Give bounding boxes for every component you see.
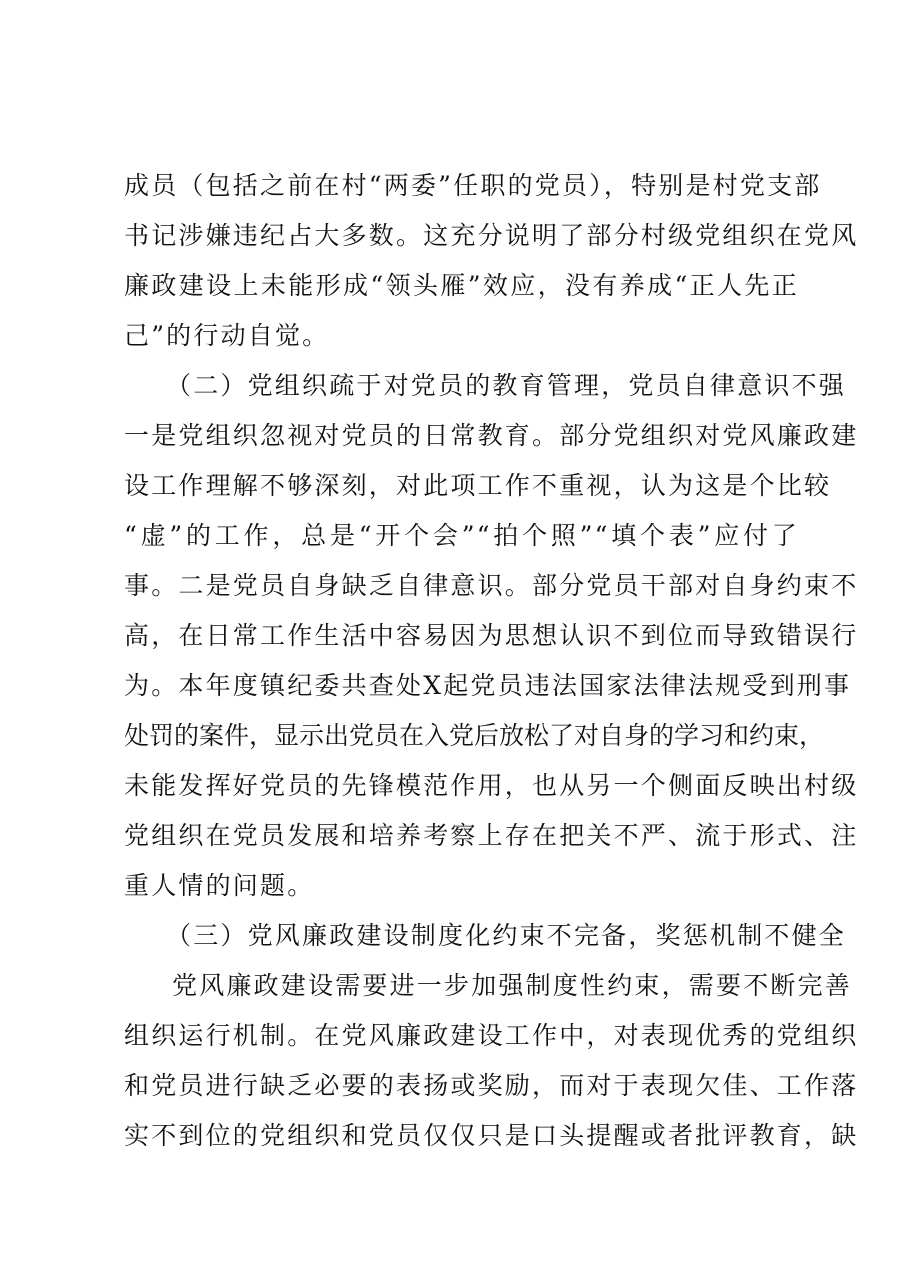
paragraph-line: 己”的行动自觉。 (124, 321, 330, 350)
paragraph-line: 未能发挥好党员的先锋模范作用，也从另一个侧面反映出村级 (124, 771, 859, 800)
paragraph-line: 高，在日常工作生活中容易因为思想认识不到位而导致错误行 (124, 621, 859, 650)
paragraph-line: 廉政建设上未能形成“领头雁”效应，没有养成“正人先正 (124, 271, 799, 300)
paragraph-line: 为。本年度镇纪委共查处X起党员违法国家法律法规受到刑事 (124, 671, 852, 700)
section-heading-2: （二）党组织疏于对党员的教育管理，党员自律意识不强 (166, 371, 847, 400)
paragraph-line: 书记涉嫌违纪占大多数。这充分说明了部分村级党组织在党风 (124, 221, 859, 250)
paragraph-line: 处罚的案件，显示出党员在入党后放松了对自身的学习和约束， (124, 721, 825, 750)
paragraph-line: 一是党组织忽视对党员的日常教育。部分党组织对党风廉政建 (124, 421, 859, 450)
paragraph-line: 党组织在党员发展和培养考察上存在把关不严、流于形式、注 (124, 821, 859, 850)
paragraph-line: 成员（包括之前在村“两委”任职的党员），特别是村党支部 (124, 171, 822, 200)
paragraph-line: 和党员进行缺乏必要的表扬或奖励，而对于表现欠佳、工作落 (124, 1071, 859, 1100)
paragraph-line: 组织运行机制。在党风廉政建设工作中，对表现优秀的党组织 (124, 1021, 859, 1050)
section-heading-3: （三）党风廉政建设制度化约束不完备，奖惩机制不健全 (166, 921, 847, 950)
paragraph-line: “虚”的工作，总是“开个会”“拍个照”“填个表”应付了 (124, 521, 799, 550)
paragraph-line: 重人情的问题。 (124, 871, 315, 900)
paragraph-line: 党风廉政建设需要进一步加强制度性约束，需要不断完善 (172, 971, 853, 1000)
paragraph-line: 事。二是党员自身缺乏自律意识。部分党员干部对自身约束不 (124, 571, 859, 600)
paragraph-line: 实不到位的党组织和党员仅仅只是口头提醒或者批评教育，缺 (124, 1121, 859, 1150)
paragraph-line: 设工作理解不够深刻，对此项工作不重视，认为这是个比较 (124, 471, 832, 500)
